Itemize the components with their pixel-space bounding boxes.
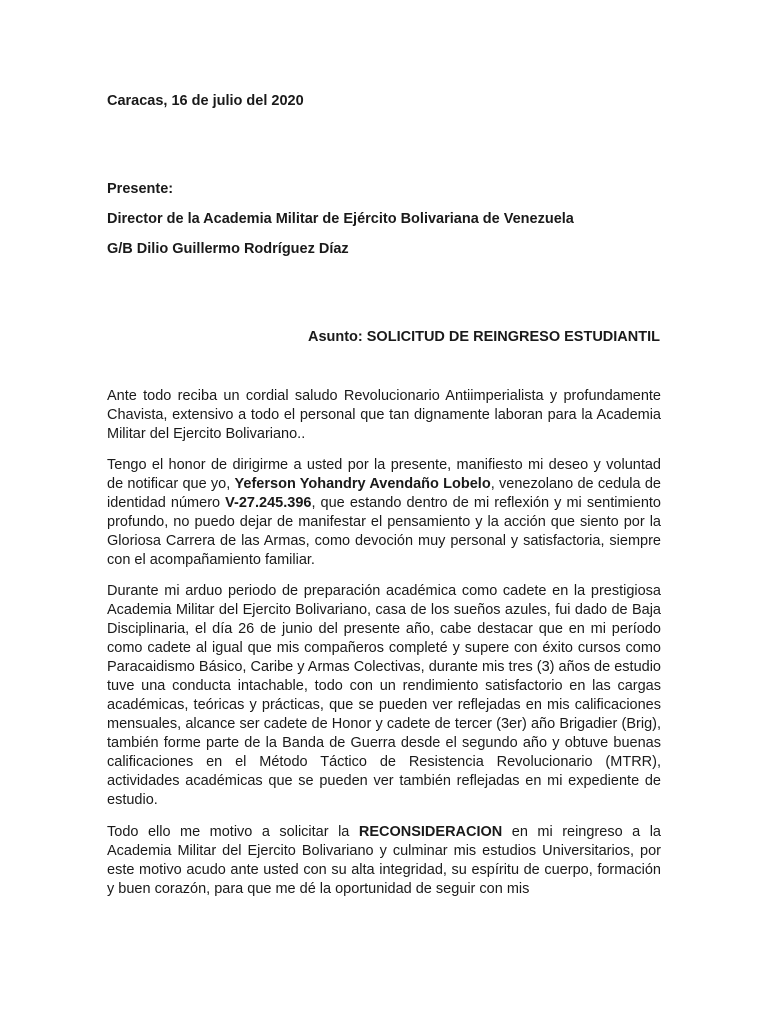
- place-date: Caracas, 16 de julio del 2020: [107, 93, 304, 109]
- paragraph-background: Durante mi arduo periodo de preparación académica como cadete en la prestigiosa Academia Militar del Ejercito Bolivariano, casa de los sueños azules, fui dado de Baja Disciplinaria, el día 26 de junio del presente año, cabe destacar que en mi período como cadete al igual que mis compañeros completé y supere con éxito cursos como Paracaidismo Básico, Caribe y Armas Colectivas, durante mis tres (3) años de estudio tuve una conducta intachable, todo con un rendimiento satisfactorio en las cargas académicas, teóricas y prácticas, que se pueden ver reflejadas en mis calificaciones mensuales, alcance ser cadete de Honor y cadete de tercer (3er) año Brigadier (Brig), también forme parte de la Banda de Guerra desde el segundo año y obtuve buenas calificaciones en el Método Táctico de Resistencia Revolucionario (MTRR), actividades académicas que se pueden ver también reflejadas en mi expediente de estudio.: [107, 583, 661, 808]
- recipient-title: Director de la Academia Militar de Ejército Bolivariana de Venezuela: [107, 211, 574, 227]
- reconsideration-keyword: RECONSIDERACION: [358, 824, 503, 840]
- paragraph-introduction: [107, 456, 661, 570]
- paragraph-greeting: Ante todo reciba un cordial saludo Revolucionario Antiimperialista y profundamente Chavista, extensivo a todo el personal que tan dignamente laboran para la Academia Militar del Ejercito Bolivariano..: [107, 388, 661, 442]
- intro-text-end: , que estando dentro de mi reflexión y mi sentimiento profundo, no puedo dejar de manifestar el pensamiento y la acción que siento por la Gloriosa Carrera de las Armas, como devoción muy personal y satisfactoria, siempre con el acompañamiento familiar.: [107, 495, 661, 568]
- recipient-name: G/B Dilio Guillermo Rodríguez Díaz: [107, 241, 349, 257]
- paragraph-request: [107, 823, 661, 899]
- intro-text-middle: , venezolano de cedula de identidad número: [107, 476, 661, 511]
- greeting-label: Presente:: [107, 181, 174, 197]
- request-text-end: en mi reingreso a la Academia Militar del Ejercito Bolivariano y culminar mis estudios Universitarios, por este motivo acudo ante usted con su alta integridad, su espíritu de cuerpo, formación y buen corazón, para que me dé la oportunidad de seguir con mis: [107, 824, 661, 897]
- student-name: Yeferson Yohandry Avendaño Lobelo: [234, 476, 491, 492]
- id-number: V-27.245.396: [225, 495, 312, 511]
- intro-text-start: Tengo el honor de dirigirme a usted por la presente, manifiesto mi deseo y voluntad de notificar que yo,: [107, 457, 661, 492]
- subject-line: Asunto: SOLICITUD DE REINGRESO ESTUDIANTIL: [307, 329, 660, 345]
- request-text-start: Todo ello me motivo a solicitar la: [107, 824, 359, 840]
